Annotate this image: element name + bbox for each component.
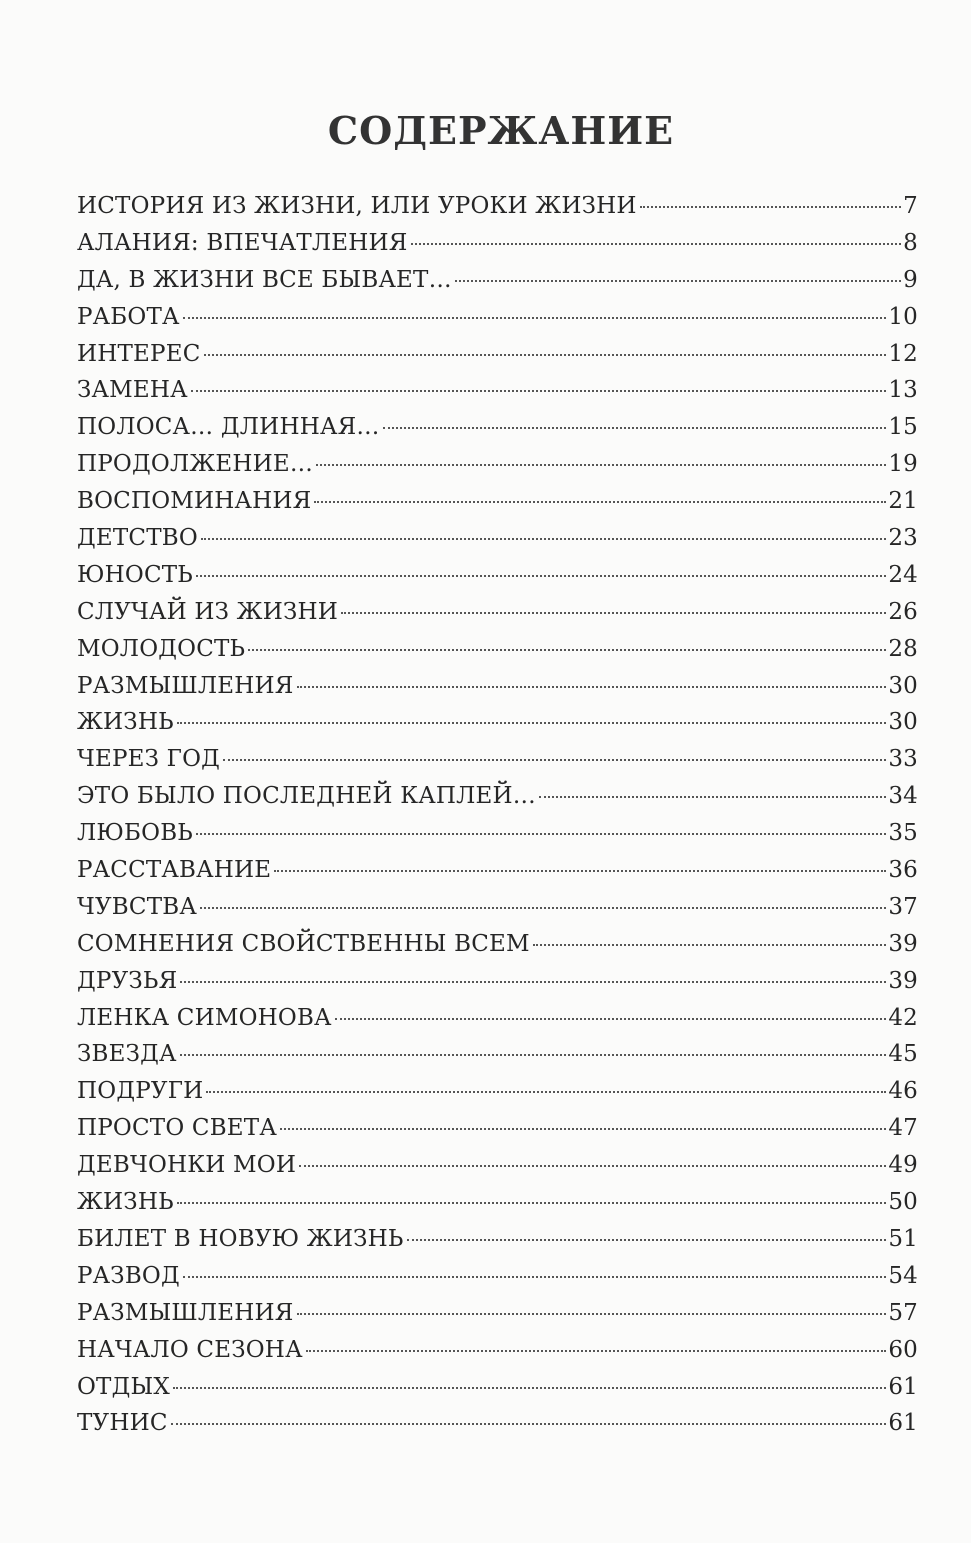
toc-dot-leader: [191, 390, 887, 392]
toc-entry-page-number: 37: [888, 893, 918, 920]
toc-dot-leader: [173, 1387, 886, 1389]
toc-entry-title: РАЗВОД: [77, 1262, 180, 1289]
toc-dot-leader: [201, 538, 886, 540]
toc-dot-leader: [314, 501, 886, 503]
toc-entry-page-number: 24: [888, 561, 918, 588]
toc-entry: [77, 1337, 918, 1374]
toc-entry: [77, 783, 918, 820]
toc-entry-page-number: 46: [888, 1078, 918, 1105]
toc-entry-title: ДЕВЧОНКИ МОИ: [77, 1152, 297, 1179]
toc-entry-page-number: 39: [888, 930, 918, 957]
toc-entry: [77, 746, 918, 783]
toc-entry: [77, 1005, 918, 1042]
toc-entry-page-number: 54: [888, 1262, 918, 1289]
toc-entry-page-number: 7: [903, 193, 918, 219]
toc-entry-page-number: 28: [888, 635, 918, 662]
toc-entry-title: ПРОСТО СВЕТА: [77, 1115, 277, 1142]
toc-entry-page-number: 60: [888, 1336, 918, 1363]
toc-entry: [77, 1300, 918, 1337]
toc-entry: [77, 636, 918, 673]
toc-dot-leader: [183, 1276, 886, 1278]
toc-entry: [77, 193, 918, 230]
toc-dot-leader: [180, 981, 886, 983]
toc-entry-page-number: 12: [888, 340, 918, 367]
toc-entry-title: ЧЕРЕЗ ГОД: [77, 746, 221, 773]
toc-dot-leader: [200, 907, 886, 909]
toc-entry-title: РАССТАВАНИЕ: [77, 857, 272, 884]
toc-entry-title: СОМНЕНИЯ СВОЙСТВЕННЫ ВСЕМ: [77, 930, 530, 957]
toc-entry-title: АЛАНИЯ: ВПЕЧАТЛЕНИЯ: [77, 229, 408, 256]
toc-dot-leader: [177, 1202, 887, 1204]
toc-entry: [77, 857, 918, 894]
toc-entry-page-number: 39: [888, 967, 918, 994]
toc-entry-title: РАЗМЫШЛЕНИЯ: [77, 672, 294, 699]
toc-entry-page-number: 13: [888, 377, 918, 404]
toc-dot-leader: [383, 427, 887, 429]
toc-entry-page-number: 35: [888, 820, 918, 847]
toc-entry-title: ЭТО БЫЛО ПОСЛЕДНЕЙ КАПЛЕЙ…: [77, 783, 536, 810]
toc-entry: [77, 1078, 918, 1115]
toc-entry: [77, 230, 918, 267]
toc-entry: [77, 968, 918, 1005]
toc-entry: [77, 525, 918, 562]
toc-entry-title: ДЕТСТВО: [77, 525, 198, 552]
toc-entry: [77, 304, 918, 341]
toc-entry: [77, 820, 918, 857]
toc-dot-leader: [407, 1239, 887, 1241]
toc-entry-title: ТУНИС: [77, 1410, 168, 1437]
toc-dot-leader: [180, 1054, 887, 1056]
toc-entry-title: ЛЮБОВЬ: [77, 820, 193, 847]
toc-entry-title: ПОЛОСА… ДЛИННАЯ…: [77, 414, 380, 441]
toc-entry-title: ПОДРУГИ: [77, 1078, 204, 1105]
toc-dot-leader: [533, 944, 887, 946]
toc-entry-page-number: 49: [888, 1152, 918, 1179]
toc-entry: [77, 267, 918, 304]
toc-dot-leader: [640, 206, 902, 208]
toc-dot-leader: [223, 759, 886, 761]
toc-dot-leader: [204, 354, 887, 356]
toc-dot-leader: [297, 686, 887, 688]
toc-entry: [77, 1226, 918, 1263]
toc-entry-page-number: 30: [888, 709, 918, 736]
toc-entry-page-number: 34: [888, 783, 918, 810]
toc-dot-leader: [306, 1350, 887, 1352]
toc-entry-page-number: 45: [888, 1041, 918, 1068]
toc-dot-leader: [248, 649, 886, 651]
toc-entry-title: ИСТОРИЯ ИЗ ЖИЗНИ, ИЛИ УРОКИ ЖИЗНИ: [77, 193, 637, 219]
page-title: СОДЕРЖАНИЕ: [327, 108, 675, 153]
toc-entry-title: ЮНОСТЬ: [77, 561, 193, 588]
toc-entry: [77, 709, 918, 746]
toc-dot-leader: [297, 1313, 887, 1315]
toc-dot-leader: [183, 317, 887, 319]
toc-entry-title: ВОСПОМИНАНИЯ: [77, 488, 312, 515]
toc-entry: [77, 673, 918, 710]
toc-entry: [77, 488, 918, 525]
toc-entry-title: ДРУЗЬЯ: [77, 967, 178, 994]
toc-entry: [77, 451, 918, 488]
toc-dot-leader: [206, 1091, 886, 1093]
toc-dot-leader: [341, 612, 886, 614]
toc-dot-leader: [196, 575, 886, 577]
toc-entry-title: НАЧАЛО СЕЗОНА: [77, 1336, 303, 1363]
toc-entry-page-number: 23: [888, 525, 918, 552]
toc-entry: [77, 1374, 918, 1411]
toc-entry-page-number: 26: [888, 598, 918, 625]
toc-entry: [77, 562, 918, 599]
toc-entry-title: ПРОДОЛЖЕНИЕ…: [77, 451, 314, 478]
toc-entry-title: ЛЕНКА СИМОНОВА: [77, 1004, 332, 1031]
toc-entry: [77, 894, 918, 931]
toc-entry-page-number: 36: [888, 857, 918, 884]
toc-entry-page-number: 61: [888, 1373, 918, 1400]
toc-entry-title: БИЛЕТ В НОВУЮ ЖИЗНЬ: [77, 1225, 404, 1252]
toc-entry-page-number: 9: [903, 266, 918, 293]
toc-entry-page-number: 30: [888, 672, 918, 699]
toc-entry-page-number: 47: [888, 1115, 918, 1142]
toc-entry: [77, 1410, 918, 1447]
toc-entry-title: ЗАМЕНА: [77, 377, 188, 404]
toc-entry-title: ЖИЗНЬ: [77, 709, 174, 736]
toc-entry-title: РАЗМЫШЛЕНИЯ: [77, 1299, 294, 1326]
toc-dot-leader: [177, 722, 887, 724]
toc-entry-title: СЛУЧАЙ ИЗ ЖИЗНИ: [77, 598, 339, 625]
toc-entry-page-number: 10: [888, 303, 918, 330]
toc-entry: [77, 341, 918, 378]
toc-dot-leader: [196, 833, 886, 835]
toc-dot-leader: [335, 1018, 887, 1020]
toc-entry: [77, 1041, 918, 1078]
toc-dot-leader: [171, 1423, 887, 1425]
toc-entry-title: РАБОТА: [77, 303, 180, 330]
toc-dot-leader: [411, 243, 902, 245]
toc-entry-title: ИНТЕРЕС: [77, 340, 201, 367]
toc-dot-leader: [299, 1165, 886, 1167]
toc-dot-leader: [280, 1128, 886, 1130]
toc-entry-page-number: 42: [888, 1004, 918, 1031]
toc-entry: [77, 414, 918, 451]
toc-entry: [77, 931, 918, 968]
toc-entry-title: ЖИЗНЬ: [77, 1189, 174, 1216]
toc-dot-leader: [455, 280, 901, 282]
toc-entry-page-number: 15: [888, 414, 918, 441]
toc-entry-page-number: 57: [888, 1299, 918, 1326]
toc-entry-title: МОЛОДОСТЬ: [77, 635, 246, 662]
toc-entry-page-number: 61: [888, 1410, 918, 1437]
toc-entry: [77, 1189, 918, 1226]
toc-entry-title: ОТДЫХ: [77, 1373, 170, 1400]
toc-entry: [77, 1263, 918, 1300]
toc-entry-page-number: 21: [888, 488, 918, 515]
toc-entry-page-number: 8: [903, 229, 918, 256]
toc-entry-page-number: 19: [888, 451, 918, 478]
toc-entry: [77, 599, 918, 636]
toc-entry: [77, 1115, 918, 1152]
toc-entry-title: ЧУВСТВА: [77, 893, 197, 920]
table-of-contents: [77, 193, 918, 1447]
toc-entry-title: ЗВЕЗДА: [77, 1041, 177, 1068]
toc-entry-title: ДА, В ЖИЗНИ ВСЕ БЫВАЕТ…: [77, 266, 452, 293]
toc-entry: [77, 377, 918, 414]
toc-dot-leader: [316, 464, 886, 466]
toc-entry-page-number: 33: [888, 746, 918, 773]
toc-dot-leader: [274, 870, 886, 872]
toc-entry-page-number: 50: [888, 1189, 918, 1216]
toc-dot-leader: [539, 796, 886, 798]
toc-entry: [77, 1152, 918, 1189]
toc-entry-page-number: 51: [888, 1225, 918, 1252]
